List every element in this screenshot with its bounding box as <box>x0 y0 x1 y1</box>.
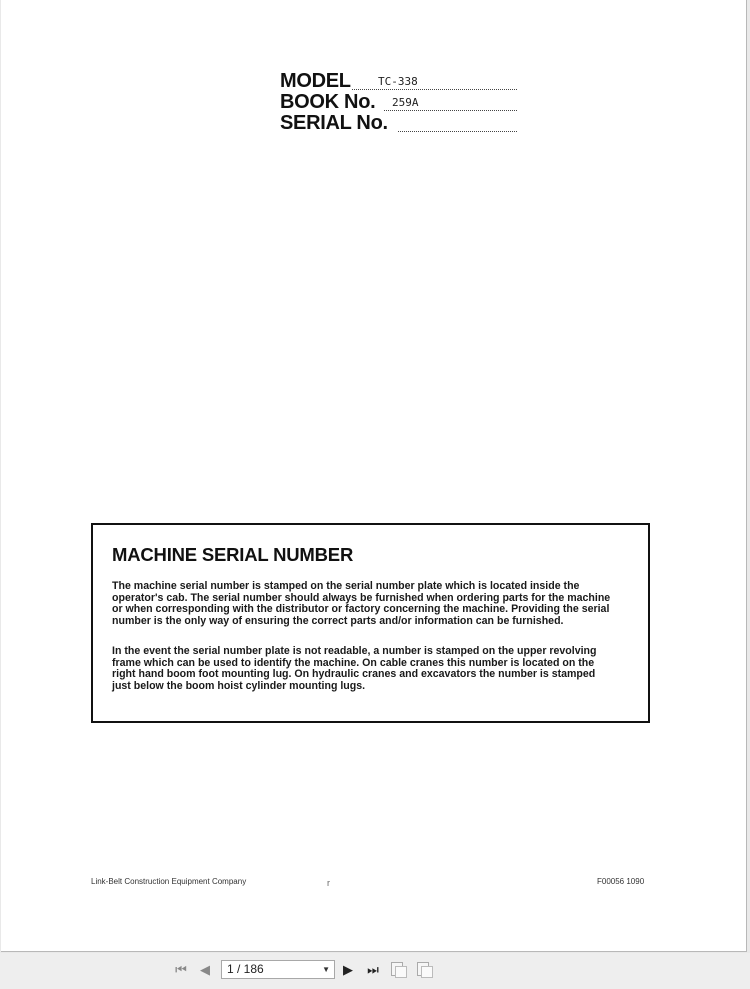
book-value: 259A <box>392 96 419 109</box>
book-row <box>280 91 520 112</box>
page-indicator: 1 / 186 <box>227 962 264 976</box>
document-page <box>1 0 747 952</box>
serial-number-notice-box <box>91 523 650 723</box>
footer-code: F00056 1090 <box>597 877 645 886</box>
model-underline <box>352 89 517 90</box>
next-page-icon[interactable]: ▶ <box>343 962 353 977</box>
book-label: BOOK No. <box>280 91 376 113</box>
single-page-view-icon[interactable] <box>391 962 403 976</box>
two-page-view-icon[interactable] <box>417 962 429 976</box>
book-underline <box>384 110 517 111</box>
document-header <box>280 70 520 133</box>
model-label: MODEL <box>280 70 351 92</box>
model-value: TC-338 <box>378 75 418 88</box>
footer-company: Link-Belt Construction Equipment Company <box>91 877 247 886</box>
page-number-select[interactable] <box>221 960 335 979</box>
last-page-icon[interactable]: ⏭ <box>367 962 379 977</box>
footer-mark: r <box>327 878 330 888</box>
previous-page-icon[interactable]: ◀ <box>200 962 210 977</box>
notice-paragraph-1: The machine serial number is stamped on the serial number plate which is located inside the operator's cab. The serial number should always be furnished when ordering parts for the machine or when corresponding with the distributor or factory concerning the machine. Providing the serial number is the only way of ensuring the correct parts and/or information can be furnished. <box>112 580 611 627</box>
first-page-icon[interactable]: ⏮ <box>175 962 187 977</box>
notice-title: MACHINE SERIAL NUMBER <box>112 544 354 565</box>
notice-paragraph-2: In the event the serial number plate is not readable, a number is stamped on the upper revolving frame which can be used to identify the machine. On cable cranes this number is located on the right hand boom foot mounting lug. On hydraulic cranes and excavators the number is stamped just below the boom hoist cylinder mounting lugs. <box>112 645 597 692</box>
serial-label: SERIAL No. <box>280 112 388 134</box>
pdf-toolbar <box>0 953 750 989</box>
model-row <box>280 70 520 91</box>
chevron-down-icon: ▼ <box>322 965 330 974</box>
serial-row <box>280 112 520 133</box>
serial-underline <box>398 131 517 132</box>
